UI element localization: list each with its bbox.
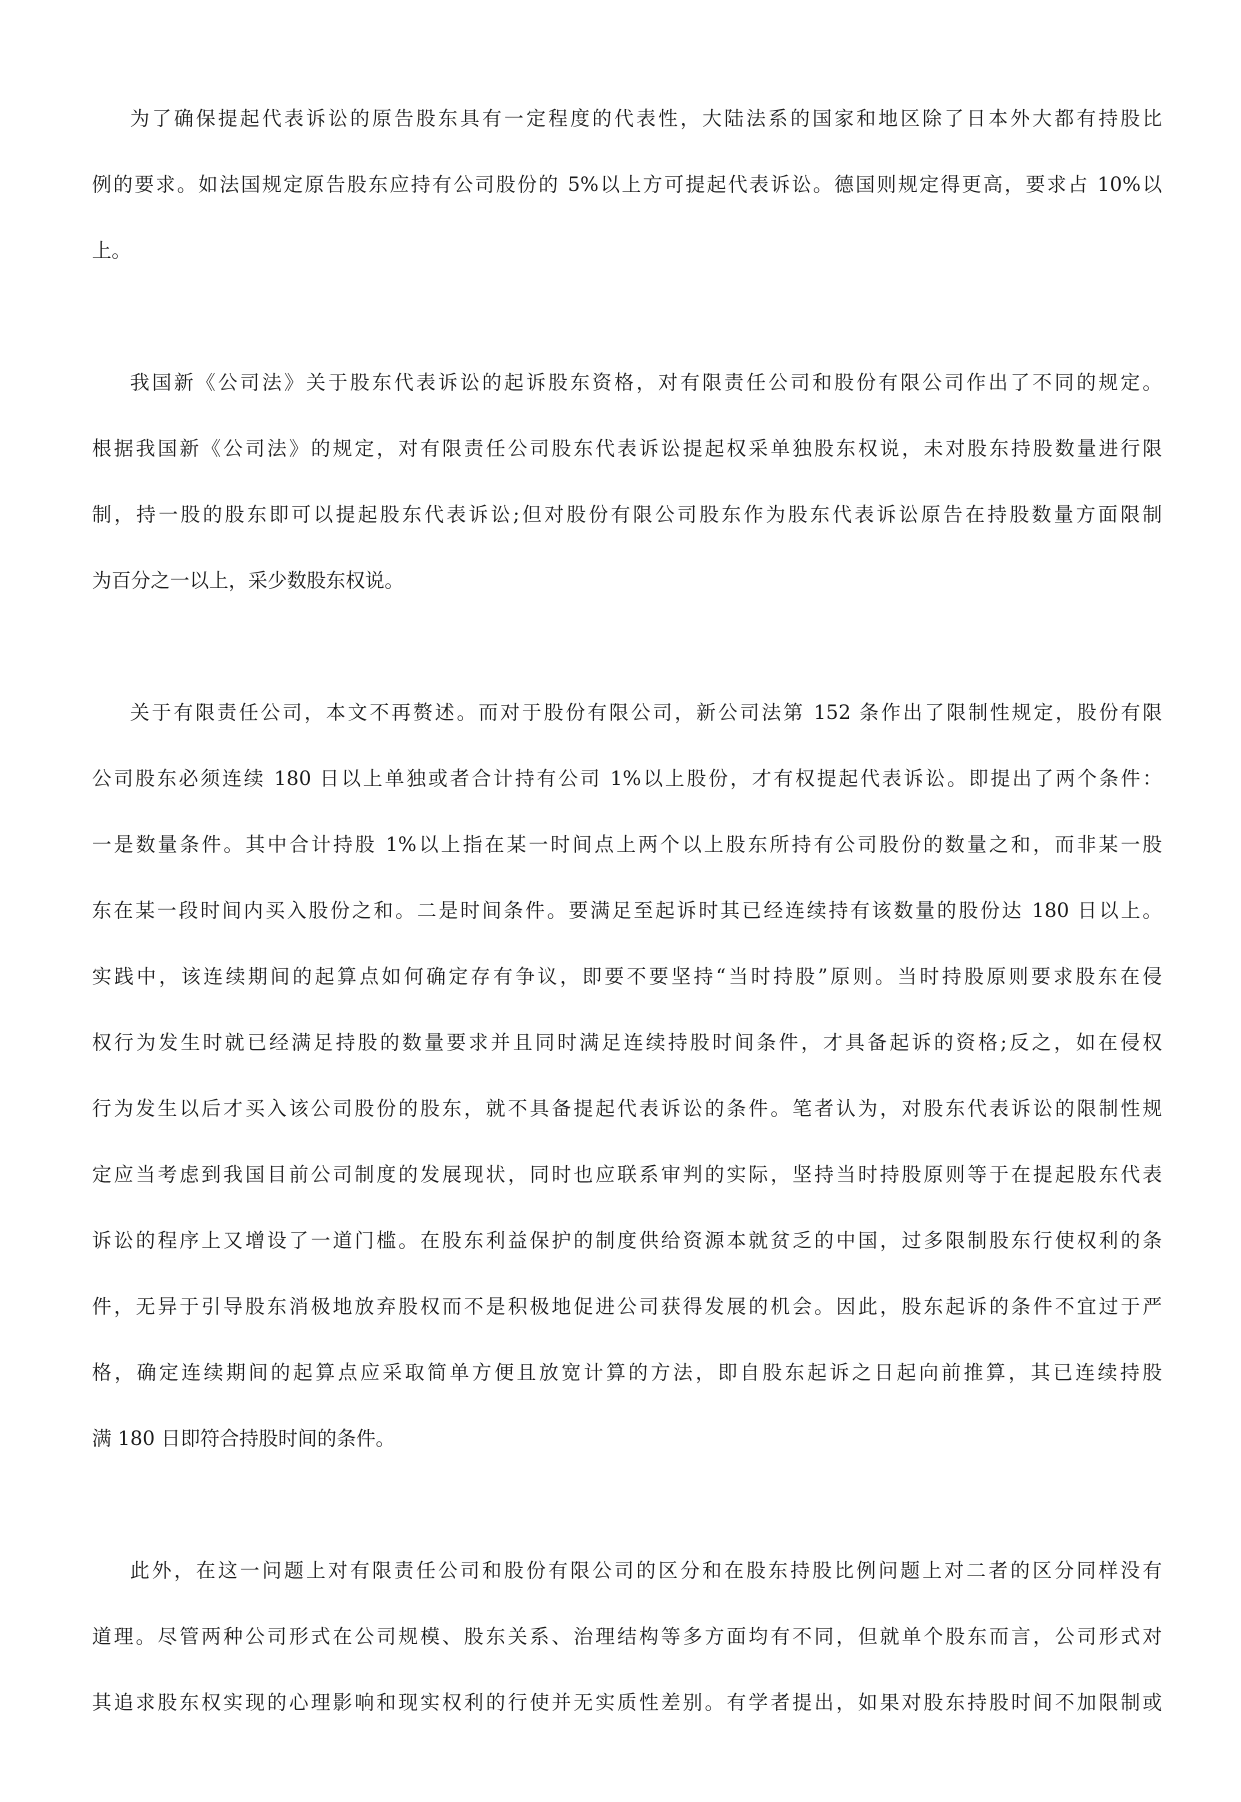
- paragraph-2: [92, 350, 1162, 614]
- paragraph-4: [92, 1538, 1162, 1736]
- text-line: 为了确保提起代表诉讼的原告股东具有一定程度的代表性，大陆法系的国家和地区除了日本外大都有持股比: [130, 107, 1162, 130]
- text-line: 为百分之一以上，采少数股东权说。: [92, 569, 405, 592]
- text-line: 诉讼的程序上又增设了一道门槛。在股东利益保护的制度供给资源本就贫乏的中国，过多限制股东行使权利的条: [92, 1229, 1162, 1252]
- text-line: 格，确定连续期间的起算点应采取简单方便且放宽计算的方法，即自股东起诉之日起向前推算，其已连续持股: [92, 1361, 1162, 1384]
- text-line: 关于有限责任公司，本文不再赘述。而对于股份有限公司，新公司法第 152 条作出了限制性规定，股份有限: [130, 701, 1162, 724]
- text-line: 行为发生以后才买入该公司股份的股东，就不具备提起代表诉讼的条件。笔者认为，对股东代表诉讼的限制性规: [92, 1097, 1162, 1120]
- text-line: 我国新《公司法》关于股东代表诉讼的起诉股东资格，对有限责任公司和股份有限公司作出了不同的规定。: [130, 371, 1162, 394]
- text-line: 上。: [92, 239, 132, 262]
- text-line: 定应当考虑到我国目前公司制度的发展现状，同时也应联系审判的实际，坚持当时持股原则等于在提起股东代表: [92, 1163, 1162, 1186]
- text-line: 此外，在这一问题上对有限责任公司和股份有限公司的区分和在股东持股比例问题上对二者的区分同样没有: [130, 1559, 1162, 1582]
- text-line: 制，持一股的股东即可以提起股东代表诉讼;但对股份有限公司股东作为股东代表诉讼原告在持股数量方面限制: [92, 503, 1162, 526]
- text-line: 道理。尽管两种公司形式在公司规模、股东关系、治理结构等多方面均有不同，但就单个股东而言，公司形式对: [92, 1625, 1162, 1648]
- paragraph-3: [92, 680, 1162, 1472]
- paragraph-1: [92, 86, 1162, 284]
- text-line: 实践中，该连续期间的起算点如何确定存有争议，即要不要坚持“当时持股”原则。当时持股原则要求股东在侵: [92, 965, 1162, 988]
- text-line: 例的要求。如法国规定原告股东应持有公司股份的 5%以上方可提起代表诉讼。德国则规定得更高，要求占 10%以: [92, 173, 1162, 196]
- text-line: 其追求股东权实现的心理影响和现实权利的行使并无实质性差别。有学者提出，如果对股东持股时间不加限制或: [92, 1691, 1162, 1714]
- text-line: 件，无异于引导股东消极地放弃股权而不是积极地促进公司获得发展的机会。因此，股东起诉的条件不宜过于严: [92, 1295, 1162, 1318]
- text-line: 权行为发生时就已经满足持股的数量要求并且同时满足连续持股时间条件，才具备起诉的资格;反之，如在侵权: [92, 1031, 1162, 1054]
- document-body: [92, 86, 1162, 1802]
- text-line: 根据我国新《公司法》的规定，对有限责任公司股东代表诉讼提起权采单独股东权说，未对股东持股数量进行限: [92, 437, 1162, 460]
- text-line: 公司股东必须连续 180 日以上单独或者合计持有公司 1%以上股份，才有权提起代表诉讼。即提出了两个条件：: [92, 767, 1162, 790]
- text-line: 一是数量条件。其中合计持股 1%以上指在某一时间点上两个以上股东所持有公司股份的数量之和，而非某一股: [92, 833, 1162, 856]
- text-line: 东在某一段时间内买入股份之和。二是时间条件。要满足至起诉时其已经连续持有该数量的股份达 180 日以上。: [92, 899, 1162, 922]
- text-line: 满 180 日即符合持股时间的条件。: [92, 1427, 396, 1450]
